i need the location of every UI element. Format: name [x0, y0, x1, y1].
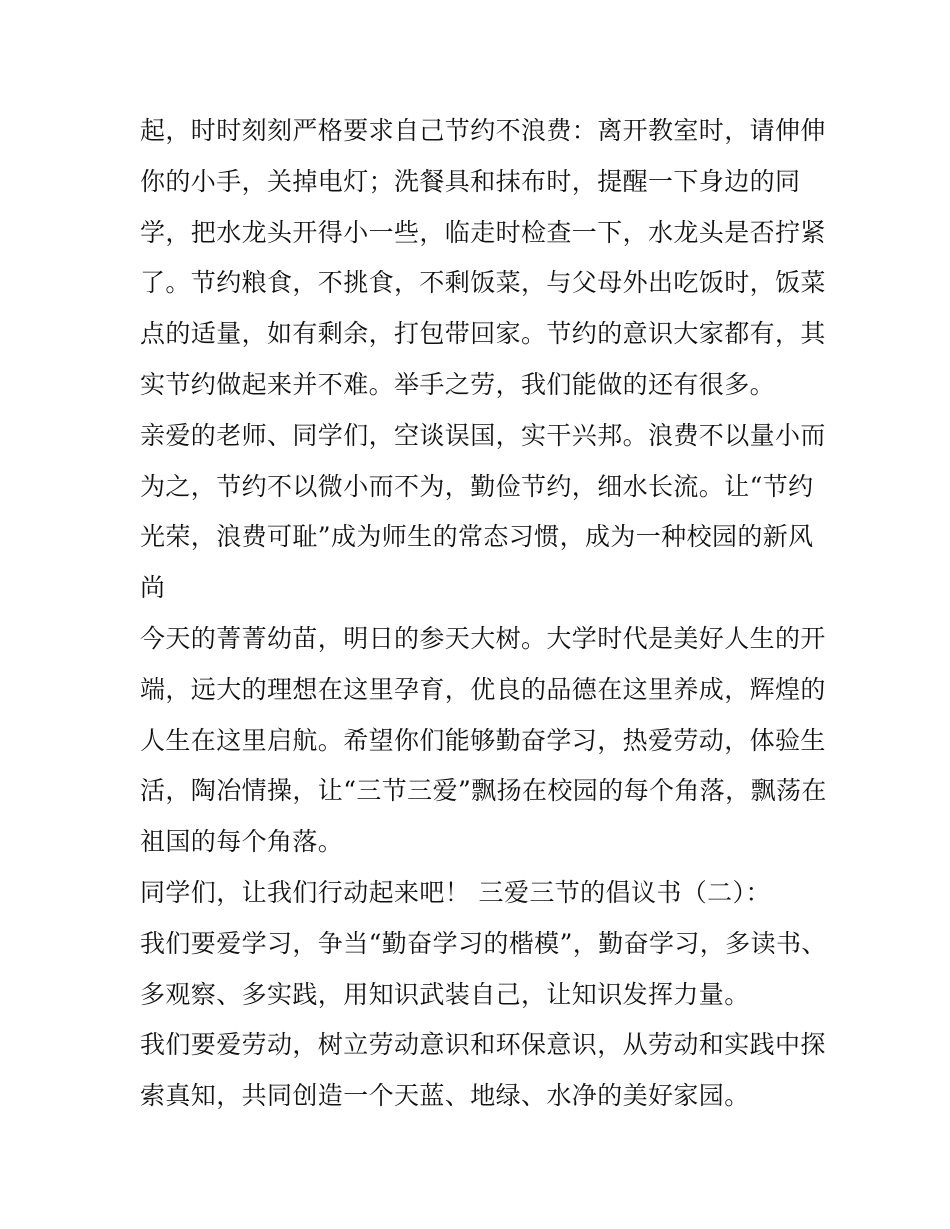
text-line: 多观察、多实践，用知识武装自己，让知识发挥力量。	[140, 979, 750, 1009]
text-line: 你的小手，关掉电灯；洗餐具和抹布时，提醒一下身边的同	[140, 166, 801, 196]
text-line: 为之，节约不以微小而不为，勤俭节约，细水长流。让“节约	[140, 471, 814, 501]
text-line: 了。节约粮食，不挑食，不剩饭菜，与父母外出吃饭时，饭菜	[140, 268, 826, 298]
text-line: 祖国的每个角落。	[140, 827, 344, 857]
document-body-text	[140, 106, 827, 1122]
text-line: 光荣，浪费可耻”成为师生的常态习惯，成为一种校园的新风	[140, 522, 814, 552]
text-line: 我们要爱劳动，树立劳动意识和环保意识，从劳动和实践中探	[140, 1030, 826, 1060]
text-line: 实节约做起来并不难。举手之劳，我们能做的还有很多。	[140, 369, 776, 399]
text-line: 学，把水龙头开得小一些，临走时检查一下，水龙头是否拧紧	[140, 217, 826, 247]
text-line: 同学们，让我们行动起来吧！ 三爱三节的倡议书（二）：	[140, 877, 771, 907]
text-line: 端，远大的理想在这里孕育，优良的品德在这里养成，辉煌的	[140, 674, 826, 704]
text-line: 点的适量，如有剩余，打包带回家。节约的意识大家都有，其	[140, 319, 826, 349]
text-line: 索真知，共同创造一个天蓝、地绿、水净的美好家园。	[140, 1081, 750, 1111]
text-line: 亲爱的老师、同学们，空谈误国，实干兴邦。浪费不以量小而	[140, 420, 826, 450]
text-line: 今天的菁菁幼苗，明日的参天大树。大学时代是美好人生的开	[140, 623, 826, 653]
text-line: 起，时时刻刻严格要求自己节约不浪费：离开教室时，请伸伸	[140, 116, 826, 145]
text-line: 活，陶冶情操，让“三节三爱”飘扬在校园的每个角落，飘荡在	[140, 776, 827, 806]
text-line: 我们要爱学习，争当“勤奋学习的楷模”，勤奋学习，多读书、	[140, 928, 827, 958]
text-line: 尚	[140, 573, 166, 603]
text-line: 人生在这里启航。希望你们能够勤奋学习，热爱劳动，体验生	[140, 725, 826, 755]
